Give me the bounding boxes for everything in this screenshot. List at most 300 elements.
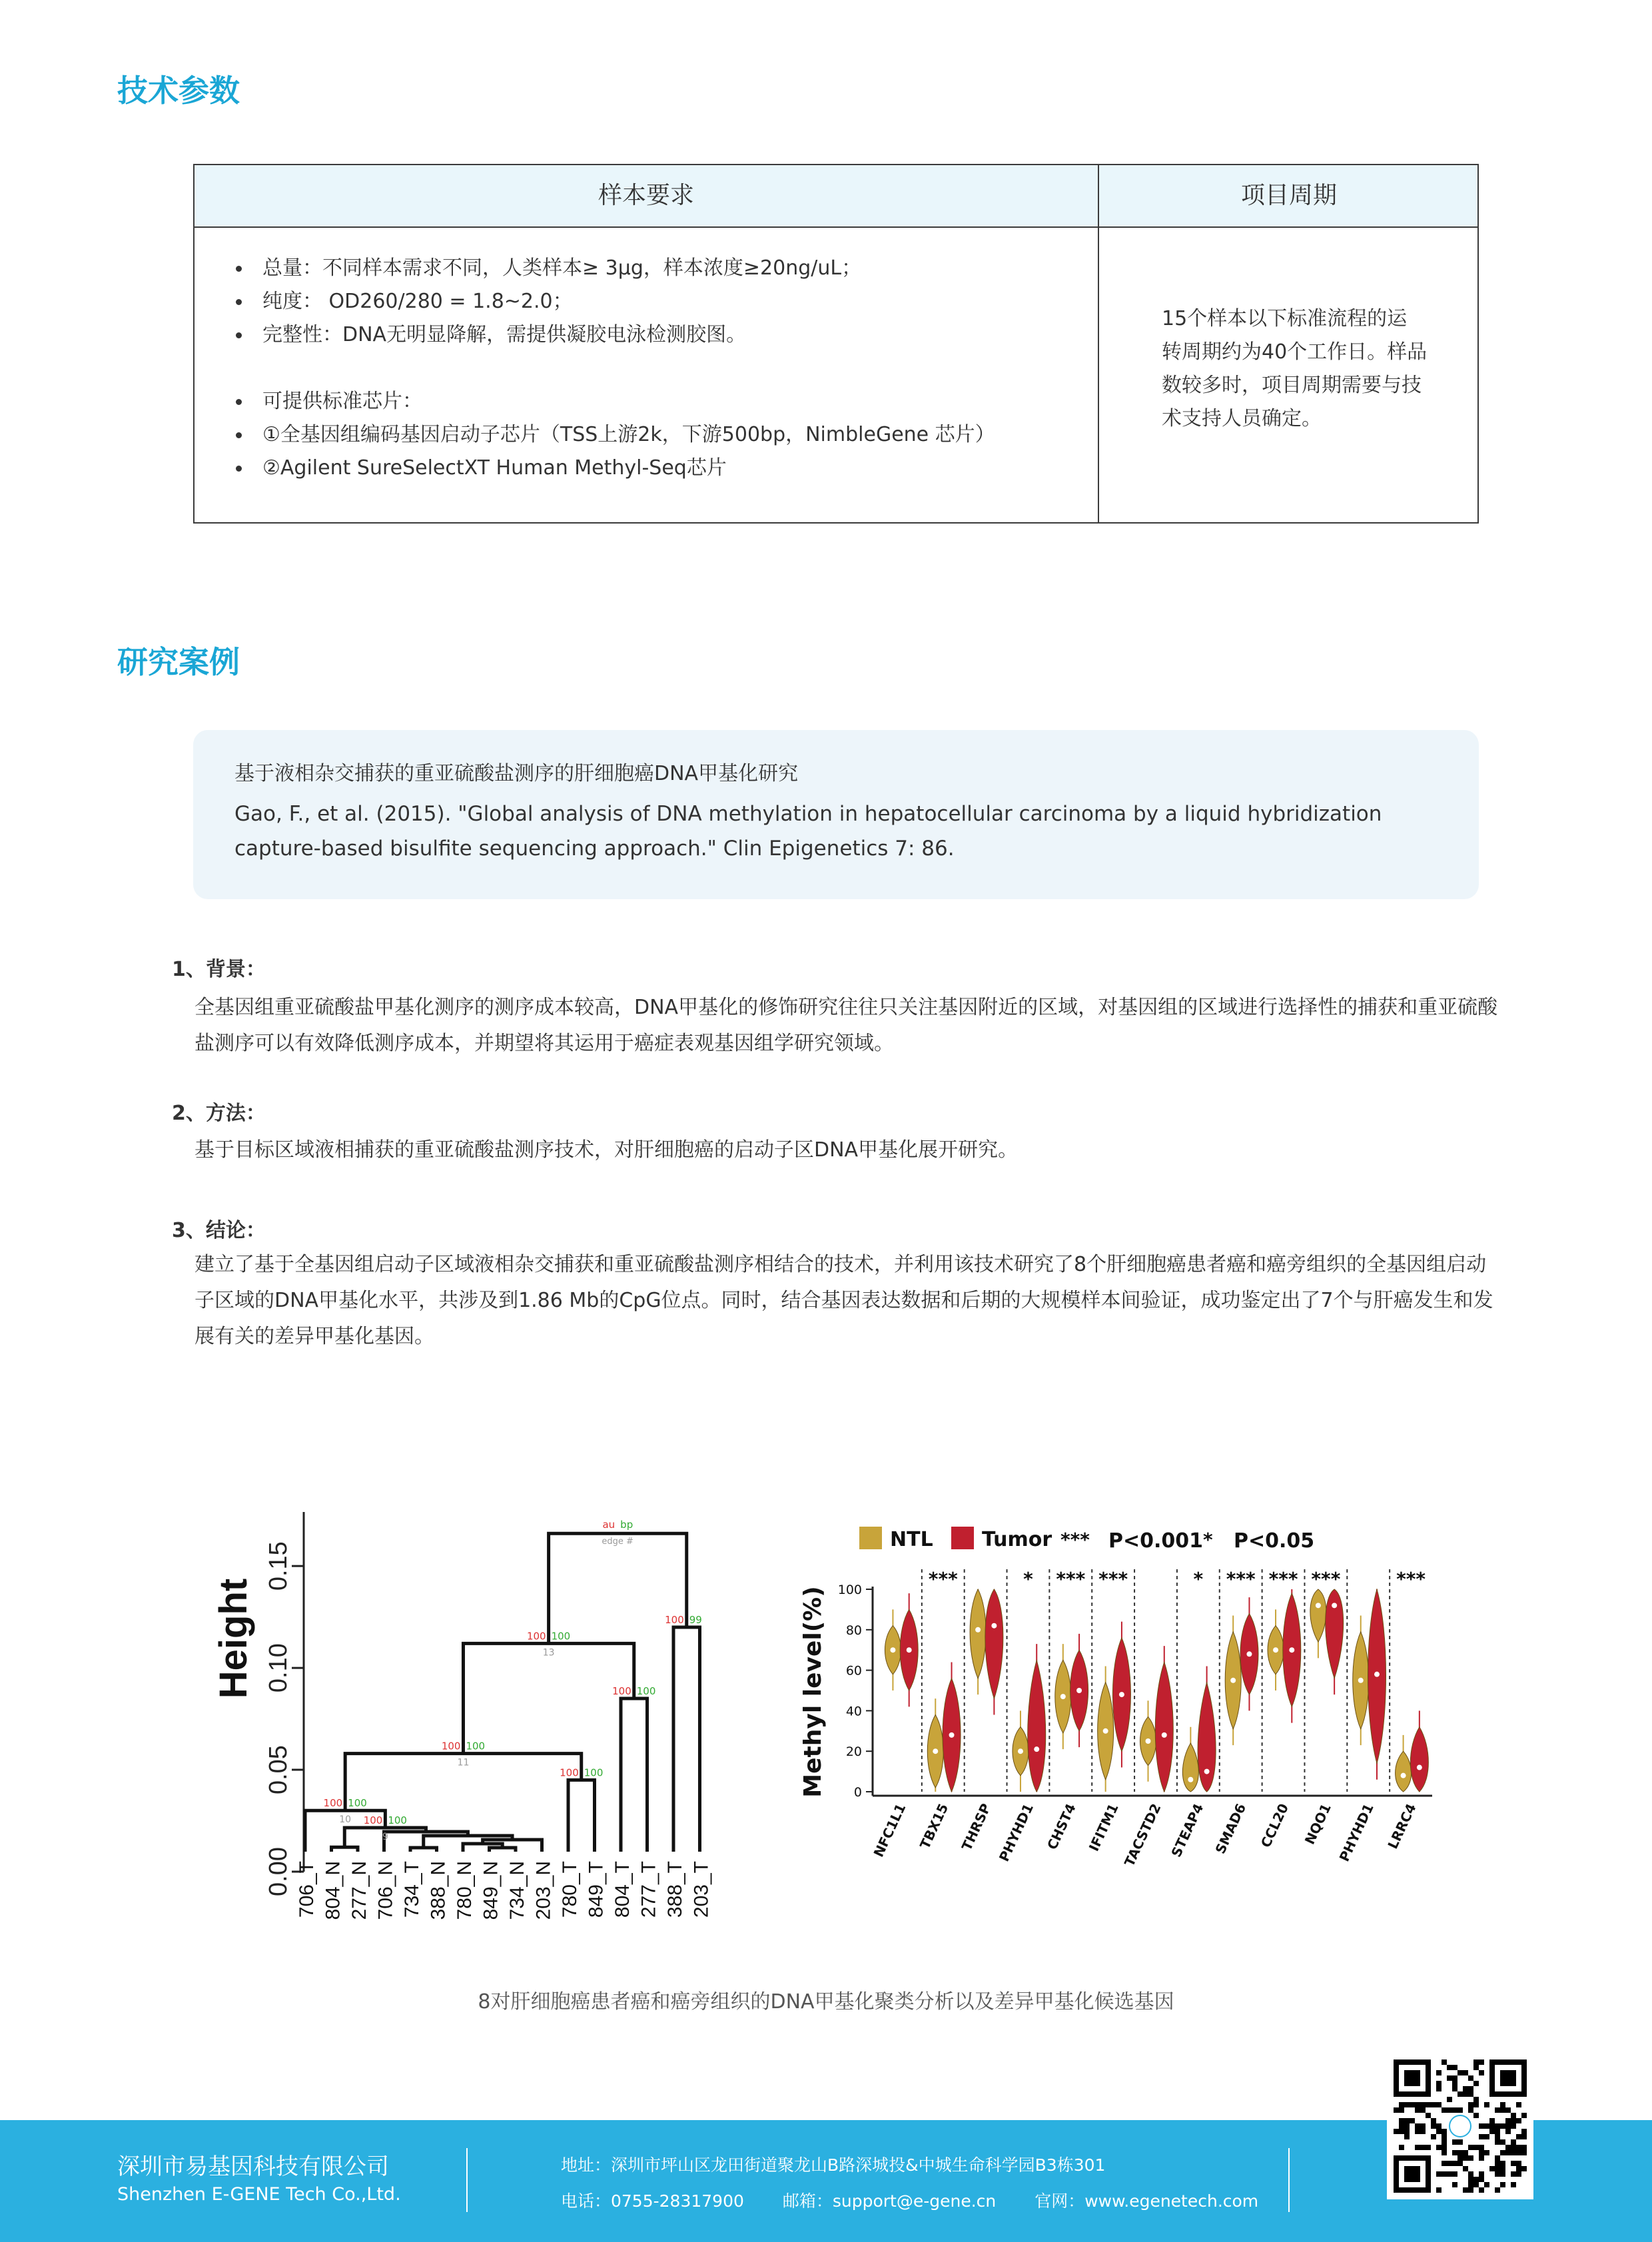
qr-finder-core [1404,2070,1420,2086]
figure-caption: 8对肝细胞癌患者癌和癌旁组织的DNA甲基化聚类分析以及差异甲基化候选基因 [478,1990,1174,2014]
qr-module [1436,2086,1442,2091]
conclusion-text: 建立了基于全基因组启动子区域液相杂交捕获和重亚硫酸盐测序相结合的技术，并利用该技术研究了8个肝细胞癌患者癌和癌旁组织的全基因组启动子区域的DNA甲基化水平，共涉及到1.86 Mb的CpG位点。同时，结合基因表达数据和后期的大规模样本间验证，成功鉴定出了7个与肝癌发生和发展有关的差异甲基化基因。 [195,1253,1493,1348]
gene-label: TACSTD2 [1121,1800,1164,1869]
list-item: 完整性：DNA无明显降解，需提供凝胶电泳检测胶图。 [195,318,861,352]
qr-module [1452,2171,1457,2177]
qr-module [1500,2166,1505,2171]
dendrogram-branch [424,1836,512,1848]
tumor-violin-median [1204,1769,1210,1774]
footer-contact [561,2188,1292,2212]
gene-label: STEAP4 [1168,1800,1207,1860]
qr-module [1489,2123,1495,2129]
y-axis-title: Height [212,1578,255,1699]
qr-module [1495,2161,1500,2166]
gene-label: NQO1 [1301,1800,1334,1847]
qr-module [1447,2161,1452,2166]
qr-module [1431,2134,1436,2139]
dendrogram-leaf-label: 706_N [374,1861,397,1920]
dendrogram-leaf-label: 388_T [664,1861,686,1918]
y-tick-label: 100 [837,1583,862,1597]
qr-module [1495,2155,1500,2161]
bp-value: 99 [689,1613,702,1626]
qr-module [1447,2065,1452,2070]
qr-code-icon [1387,2053,1533,2199]
tumor-violin [1410,1727,1428,1792]
qr-module [1468,2075,1473,2081]
qr-module [1521,2145,1527,2150]
qr-module [1489,2166,1495,2171]
qr-module [1468,2171,1473,2177]
qr-module [1479,2134,1484,2139]
qr-module [1479,2150,1484,2155]
qr-module [1447,2097,1452,2102]
qr-module [1495,2107,1500,2113]
qr-module [1479,2070,1484,2075]
qr-module [1442,2145,1447,2150]
dendrogram-branch [621,1698,647,1852]
bp-value: 100 [551,1630,571,1643]
qr-finder-core [1404,2166,1420,2182]
company-name: 深圳市易基因科技有限公司 [117,2153,389,2180]
qr-module [1473,2113,1479,2118]
qr-module [1420,2107,1426,2113]
qr-module [1436,2171,1442,2177]
qr-module [1495,2171,1500,2177]
qr-module [1426,2102,1431,2107]
ntl-violin-median [1146,1738,1151,1744]
y-tick-label: 40 [845,1704,862,1719]
edge-number: 11 [457,1757,470,1768]
au-value: 100 [560,1766,579,1779]
qr-module [1479,2059,1484,2065]
tumor-violin-median [1034,1746,1039,1752]
ntl-violin [1396,1751,1412,1792]
qr-module [1442,2129,1447,2134]
au-value: 100 [323,1797,343,1810]
tumor-violin-median [907,1647,912,1653]
qr-module [1484,2150,1489,2155]
dendrogram-branch [568,1780,595,1852]
qr-module [1442,2139,1447,2145]
dendrogram-leaf-label: 277_N [348,1861,370,1920]
qr-module [1473,2059,1479,2065]
bp-value: 100 [636,1685,656,1697]
qr-module [1420,2145,1426,2150]
tumor-violin [1326,1589,1344,1679]
y-axis-title: Methyl level(%) [799,1586,827,1798]
sig-mark: *** [1060,1529,1090,1551]
qr-module [1511,2113,1516,2118]
dendrogram-leaf-label: 734_T [401,1861,423,1918]
list-item: ①全基因组编码基因启动子芯片（TSS上游2k，下游500bp，NimbleGene 芯片） [195,418,995,452]
qr-module [1452,2081,1457,2086]
sig-mark: * [1203,1529,1213,1551]
tumor-violin-median [991,1623,997,1629]
qr-module [1500,2171,1505,2177]
dendrogram-branch [483,1840,542,1852]
qr-module [1468,2086,1473,2091]
qr-module [1452,2139,1457,2145]
gene-label: NFC1L1 [870,1800,909,1860]
qr-module [1521,2129,1527,2134]
qr-module [1479,2187,1484,2193]
qr-module [1516,2150,1521,2155]
significance-mark: * [1023,1568,1033,1590]
au-value: 100 [526,1630,546,1643]
study-title: 基于液相杂交捕获的重亚硫酸盐测序的肝细胞癌DNA甲基化研究 [234,762,799,785]
dendrogram-leaf-label: 849_N [480,1861,502,1920]
qr-module [1473,2177,1479,2182]
qr-module [1516,2145,1521,2150]
dendrogram-leaf-label: 780_T [559,1861,581,1918]
method-text: 基于目标区域液相捕获的重亚硫酸盐测序技术，对肝细胞癌的启动子区DNA甲基化展开研究。 [195,1138,1019,1162]
qr-module [1463,2187,1468,2193]
qr-module [1410,2118,1415,2123]
qr-module [1442,2107,1447,2113]
qr-module [1495,2139,1500,2145]
qr-module [1516,2166,1521,2171]
qr-module [1473,2182,1479,2187]
qr-module [1447,2171,1452,2177]
dendrogram-leaf-label: 388_N [427,1861,450,1920]
qr-module [1495,2187,1500,2193]
background-text: 全基因组重亚硫酸盐甲基化测序的测序成本较高，DNA甲基化的修饰研究往往只关注基因附近的区域，对基因组的区域进行选择性的捕获和重亚硫酸盐测序可以有效降低测序成本，并期望将其运用于癌症表观基因组学研究领域。 [195,996,1498,1055]
significance-mark: *** [1056,1568,1086,1590]
ntl-violin-median [890,1647,895,1653]
qr-module [1420,2129,1426,2134]
qr-module [1463,2150,1468,2155]
qr-module [1457,2091,1463,2097]
dendrogram-leaf-label: 780_N [454,1861,476,1920]
edge-number: 13 [542,1647,555,1659]
qr-module [1399,2107,1404,2113]
bp-value: 100 [584,1766,604,1779]
qr-module [1404,2134,1410,2139]
ntl-violin [1310,1589,1326,1642]
y-tick-label: 0.00 [264,1847,292,1896]
qr-module [1468,2107,1473,2113]
y-tick-label: 0.15 [264,1541,292,1591]
qr-module [1489,2118,1495,2123]
gene-label: IFITM1 [1085,1800,1122,1854]
qr-logo [1449,2115,1471,2137]
tumor-violin [1028,1660,1046,1792]
legend-swatch [951,1527,974,1549]
qr-module [1463,2166,1468,2171]
section-title-params: 技术参数 [117,73,240,109]
section-title-case: 研究案例 [117,644,240,680]
qr-module [1463,2091,1468,2097]
significance-mark: *** [928,1568,958,1590]
qr-module [1399,2102,1404,2107]
y-tick-label: 0 [853,1785,862,1800]
table-header-sample: 样本要求 [598,182,694,209]
qr-module [1521,2134,1527,2139]
qr-module [1457,2139,1463,2145]
y-tick-label: 80 [845,1623,862,1638]
qr-module [1399,2129,1404,2134]
qr-module [1511,2150,1516,2155]
qr-module [1473,2065,1479,2070]
qr-module [1426,2113,1431,2118]
tumor-violin [1155,1662,1173,1792]
qr-module [1436,2123,1442,2129]
tumor-violin-median [1374,1672,1380,1677]
significance-mark: *** [1098,1568,1128,1590]
qr-module [1500,2107,1505,2113]
qr-module [1484,2102,1489,2107]
qr-module [1404,2123,1410,2129]
tumor-violin-median [1246,1651,1252,1657]
ntl-violin-median [1401,1773,1406,1778]
table-header-period: 项目周期 [1240,182,1337,209]
qr-module [1399,2118,1404,2123]
gene-label: PHYHD1 [995,1800,1036,1864]
qr-module [1415,2145,1420,2150]
y-tick-label: 0.05 [264,1745,292,1795]
qr-module [1511,2161,1516,2166]
qr-module [1521,2150,1527,2155]
qr-module [1415,2129,1420,2134]
au-value: 100 [665,1613,684,1626]
footer-website[interactable]: 官网：www.egenetech.com [1034,2191,1259,2211]
gene-label: LRRC4 [1384,1800,1420,1852]
qr-module [1516,2102,1521,2107]
tumor-violin-median [1332,1603,1337,1608]
qr-module [1479,2155,1484,2161]
legend-label: Tumor [982,1528,1052,1551]
qr-module [1516,2171,1521,2177]
ntl-violin-median [1316,1603,1321,1608]
y-tick-label: 20 [845,1744,862,1760]
dendrogram-branch [463,1643,633,1753]
qr-module [1500,2161,1505,2166]
violin-chart [799,1527,1432,1869]
qr-module [1410,2102,1415,2107]
dendrogram-leaf-label: 277_T [637,1861,660,1918]
qr-module [1484,2134,1489,2139]
ntl-violin-median [1273,1647,1278,1653]
dendrogram-branch [673,1627,700,1852]
qr-module [1420,2102,1426,2107]
list-item: 纯度： OD260/280 = 1.8~2.0； [195,285,861,318]
dendrogram-branch [410,1848,437,1852]
significance-mark: *** [1226,1568,1256,1590]
conclusion-heading: 3、结论： [172,1219,266,1242]
qr-module [1431,2102,1436,2107]
qr-module [1394,2107,1399,2113]
qr-module [1426,2145,1431,2150]
qr-module [1452,2182,1457,2187]
qr-module [1511,2145,1516,2150]
qr-module [1436,2129,1442,2134]
bp-value: 100 [388,1814,407,1826]
qr-module [1484,2182,1489,2187]
tumor-violin-median [949,1732,955,1738]
qr-module [1500,2150,1505,2155]
dendrogram-leaf-label: 706_T [296,1861,318,1918]
dendrogram-leaf-label: 203_T [690,1861,713,1918]
qr-module [1511,2123,1516,2129]
qr-module [1404,2102,1410,2107]
qr-module [1505,2118,1511,2123]
period-text: 15个样本以下标准流程的运 转周期约为40个工作日。样品 数较多时，项目周期需要与技 术支持人员确定。 [1162,307,1428,430]
ntl-violin-median [1358,1678,1364,1683]
ntl-violin-median [1230,1678,1236,1683]
y-tick-label: 60 [845,1663,862,1679]
qr-module [1511,2118,1516,2123]
qr-module [1473,2145,1479,2150]
dendrogram-branch [549,1533,687,1643]
gene-label: THRSP [958,1800,995,1853]
qr-module [1505,2107,1511,2113]
qr-module [1495,2166,1500,2171]
tumor-violin-median [1119,1692,1124,1697]
tumor-violin [1198,1682,1216,1792]
edge-number: 9 [382,1832,388,1842]
edge-label: edge # [602,1537,633,1547]
dendrogram-leaf-label: 849_T [585,1861,608,1918]
qr-module [1505,2123,1511,2129]
qr-module [1500,2139,1505,2145]
significance-mark: *** [1396,1568,1426,1590]
qr-module [1436,2145,1442,2150]
qr-module [1500,2182,1505,2187]
dendrogram-leaf-label: 804_T [612,1861,633,1918]
legend-label: NTL [890,1528,933,1551]
qr-code[interactable] [1387,2053,1533,2199]
gene-label: PHYHD1 [1336,1800,1377,1864]
tumor-violin-median [1162,1732,1167,1738]
gene-label: SMAD6 [1212,1800,1250,1856]
qr-module [1468,2145,1473,2150]
qr-module [1457,2107,1463,2113]
tumor-violin-median [1417,1765,1422,1770]
qr-module [1511,2139,1516,2145]
ntl-violin-median [1188,1777,1193,1782]
footer-divider [466,2148,468,2212]
qr-module [1442,2059,1447,2065]
dendrogram-leaf-label: 804_N [322,1861,344,1920]
dendrogram-branch [490,1848,516,1852]
qr-module [1452,2075,1457,2081]
ntl-violin [970,1589,986,1679]
dendrogram-chart [212,1512,713,1920]
qr-module [1394,2129,1399,2134]
qr-module [1489,2129,1495,2134]
qr-module [1500,2123,1505,2129]
qr-module [1452,2161,1457,2166]
list-item: 可提供标准芯片： [195,385,995,418]
gene-label: TBX15 [917,1800,952,1852]
qr-module [1431,2118,1436,2123]
ntl-violin-median [933,1748,938,1754]
qr-module [1468,2177,1473,2182]
qr-module [1463,2070,1468,2075]
qr-module [1452,2086,1457,2091]
au-value: 100 [363,1814,383,1826]
qr-module [1404,2129,1410,2134]
qr-module [1479,2145,1484,2150]
qr-module [1479,2171,1484,2177]
ntl-violin-median [975,1627,981,1633]
qr-module [1436,2102,1442,2107]
qr-module [1442,2161,1447,2166]
footer-email[interactable]: 邮箱：support@e-gene.cn [782,2191,997,2211]
bp-value: 100 [348,1797,367,1810]
qr-module [1505,2145,1511,2150]
qr-module [1457,2070,1463,2075]
dendrogram-leaf-label: 734_N [506,1861,528,1920]
ntl-violin [1182,1743,1198,1792]
gene-label: CHST4 [1044,1800,1079,1852]
list-item: 总量：不同样本需求不同，人类样本≥ 3μg，样本浓度≥20ng/uL； [195,252,861,285]
au-value: 100 [441,1740,461,1752]
qr-module [1463,2086,1468,2091]
study-reference: Gao, F., et al. (2015). "Global analysis of DNA methylation in hepatocellular carcinoma by a liquid hybridization capture-based bisulfite sequencing approach." Clin Epigenetics 7: 86. [234,802,1382,861]
au-value: 100 [612,1685,631,1697]
footer-address: 地址：深圳市坪山区龙田街道聚龙山B路深城投&中城生命科学园B3栋301 [561,2155,1106,2175]
qr-module [1473,2102,1479,2107]
qr-module [1436,2187,1442,2193]
qr-module [1431,2123,1436,2129]
qr-module [1463,2155,1468,2161]
qr-module [1457,2155,1463,2161]
qr-module [1495,2123,1500,2129]
qr-module [1473,2097,1479,2102]
qr-module [1457,2161,1463,2166]
y-tick-label: 0.10 [264,1643,292,1693]
qr-module [1442,2150,1447,2155]
qr-module [1473,2081,1479,2086]
qr-module [1479,2123,1484,2129]
qr-module [1415,2107,1420,2113]
qr-module [1436,2081,1442,2086]
qr-module [1484,2123,1489,2129]
qr-module [1420,2123,1426,2129]
bp-label: bp [620,1519,633,1531]
qr-module [1468,2091,1473,2097]
method-heading: 2、方法： [172,1102,266,1125]
qr-module [1479,2177,1484,2182]
qr-module [1521,2113,1527,2118]
dendrogram-branch [332,1847,358,1852]
qr-module [1468,2102,1473,2107]
qr-module [1516,2134,1521,2139]
company-name-en: Shenzhen E-GENE Tech Co.,Ltd. [117,2184,401,2205]
qr-module [1452,2107,1457,2113]
bp-value: 100 [466,1740,486,1752]
qr-module [1436,2070,1442,2075]
qr-module [1505,2129,1511,2134]
qr-module [1521,2166,1527,2171]
qr-module [1516,2118,1521,2123]
qr-module [1511,2171,1516,2177]
tumor-violin-median [1289,1647,1294,1653]
ntl-violin-median [1018,1748,1023,1754]
qr-module [1399,2123,1404,2129]
au-label: au [602,1519,616,1531]
qr-module [1415,2123,1420,2129]
legend-swatch [859,1527,882,1549]
qr-module [1468,2155,1473,2161]
dendrogram-leaf-label: 203_N [532,1861,555,1920]
qr-module [1468,2187,1473,2193]
edge-number: 10 [339,1814,352,1826]
tumor-violin-median [1076,1688,1082,1693]
gene-label: CCL20 [1257,1800,1292,1850]
sig-label: P<0.001 [1108,1529,1204,1553]
